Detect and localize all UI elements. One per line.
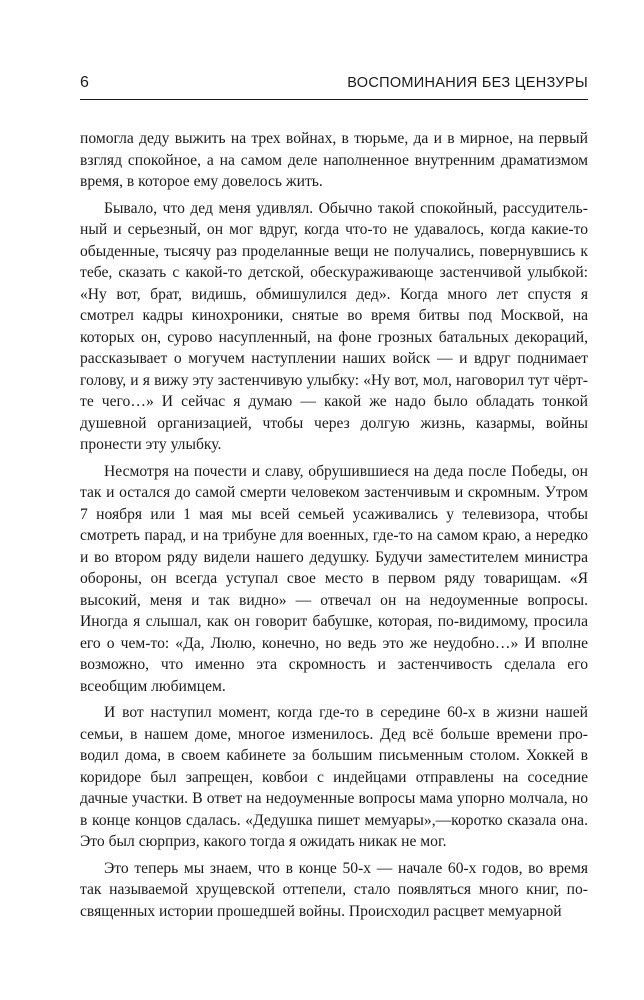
header-rule [80, 99, 588, 100]
page-header [80, 70, 588, 100]
page-number: 6 [80, 74, 89, 91]
body-text [80, 128, 588, 922]
paragraph: Бывало, что дед меня удивлял. Обычно такой спокойный, рассудительный и серьезный, он мог вдруг, когда что-то не удавалось, когда какие-то обыденные, тысячу раз проделанные вещи не получались, повернувшись к тебе, сказать с какой-то детской, обескураживающе застенчивой улыбкой: «Ну вот, брат, видишь, обмишулился дед». Когда много лет спустя я смотрел кадры кинохроники, снятые во время битвы под Москвой, на которых он, сурово насупленный, на фоне грозных батальных декораций, рассказывает о могучем наступлении наших войск — и вдруг поднимает голову, и я вижу эту застенчивую улыбку: «Ну вот, мол, наговорил тут чёрт-те чего…» И сейчас я думаю — какой же надо было обладать тонкой душевной организацией, чтобы через долгую жизнь, казармы, войны пронести эту улыбку. [80, 199, 588, 453]
paragraph: И вот наступил момент, когда где-то в середине 60-х в жизни нашей семьи, в нашем доме, многое изменилось. Дед всё больше времени проводил дома, в своем кабинете за большим письменным столом. Хоккей в коридоре был запрещен, ковбои с индейцами отправлены на соседние дачные участки. В ответ на недоуменные вопросы мама упорно молчала, но в конце концов сдалась. «Дедушка пишет мемуары»,—коротко сказала она. Это был сюрприз, какого тогда я ожидать никак не мог. [80, 704, 588, 850]
running-title: ВОСПОМИНАНИЯ БЕЗ ЦЕНЗУРЫ [347, 75, 588, 91]
paragraph: Это теперь мы знаем, что в конце 50-х — начале 60-х годов, во время так называемой хрущевской оттепели, стало появляться много книг, посвященных истории прошедшей войны. Происходил расцвет мемуарной [80, 859, 588, 920]
paragraph-continuation: помогла деду выжить на трех войнах, в тюрьме, да и в мирное, на первый взгляд спокойное, а на самом деле наполненное внутренним драматизмом время, в которое ему довелось жить. [80, 130, 588, 190]
paragraph: Несмотря на почести и славу, обрушившиеся на деда после Победы, он так и остался до самой смерти человеком застенчивым и скромным. Утром 7 ноября или 1 мая мы всей семьей усаживались у телевизора, чтобы смотреть парад, и на трибуне для военных, где-то на самом краю, а нередко и во втором ряду видели нашего дедушку. Будучи заместителем министра обороны, он всегда уступал свое место в первом ряду товарищам. «Я высокий, меня и так видно» — отвечал он на недоуменные вопросы. Иногда я слышал, как он говорит бабушке, которая, по-видимому, просила его о чем-то: «Да, Люлю, конечно, но ведь это же неудобно…» И вполне возможно, что именно эта скромность и застенчивость сделала его всеобщим любимцем. [80, 462, 588, 695]
